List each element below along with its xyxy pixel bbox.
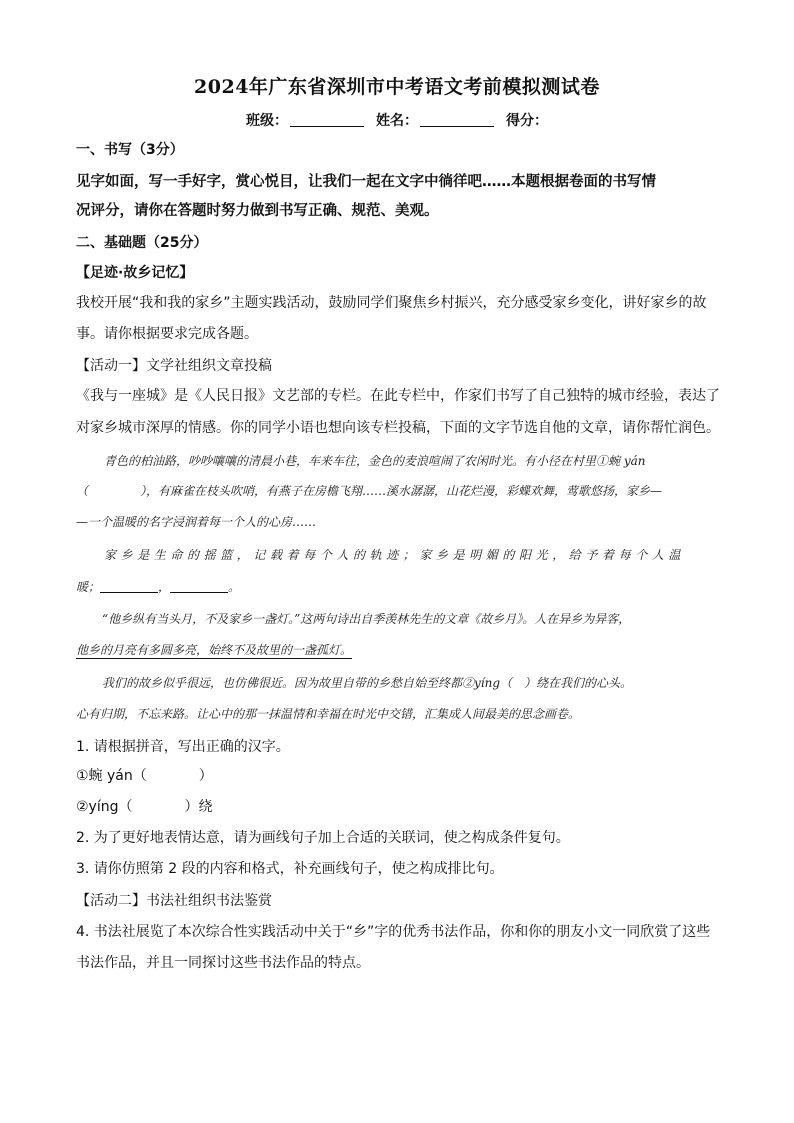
section1-text-line1: 见字如面，写一手好字，赏心悦目，让我们一起在文字中徜徉吧……本题根据卷面的书写情 [76,174,656,190]
passage-p2-line1: 家乡是生命的摇篮，记载着每个人的轨迹；家乡是明媚的阳光，给予着每个人温 [104,548,686,562]
intro-line1: 我校开展“我和我的家乡”主题实践活动，鼓励同学们聚焦乡村振兴，充分感受家乡变化，讲好家乡的故 [76,295,707,311]
q1a-suffix: ） [198,768,213,784]
q1a-prefix: ①蜿 yán（ [76,768,147,784]
score-label: 得分： [506,113,548,129]
activity2-label: 【活动二】书法社组织书法鉴赏 [76,893,272,909]
passage-p4-line1: 我们的故乡似乎很远，也仿佛很近。因为故里自带的乡愁自始至终都②yíng（ ）绕在我们的心头。 [102,676,633,690]
activity1-label: 【活动一】文学社组织文章投稿 [76,358,272,374]
question-1a [76,766,726,786]
section1-text-line2: 况评分，请你在答题时努力做到书写正确、规范、美观。 [76,203,439,219]
section2-heading: 二、基础题（25分） [76,235,208,251]
activity1-desc-line1: 《我与一座城》是《人民日报》文艺部的专栏。在此专栏中，作家们书写了自己独特的城市经验，表达了 [76,388,720,404]
q1b-prefix: ②yíng（ [76,799,133,815]
question-4-line1: 4. 书法社展览了本次综合性实践活动中关于“乡”字的优秀书法作品，你和你的朋友小文一同欣赏了这些 [76,924,711,940]
question-1b [76,797,726,817]
class-label: 班级： [246,113,288,129]
passage-p2-line2 [76,577,726,597]
name-blank[interactable] [420,112,494,127]
passage-p1-line2 [76,481,726,501]
section2-subheading: 【足迹·故乡记忆】 [76,265,194,281]
passage-p3-line1: “他乡纵有当头月，不及家乡一盏灯。”这两句诗出自季羡林先生的文章《故乡月》。人在异乡为异客， [102,612,631,626]
passage-p1-line3: —一个温暖的名字浸润着每一个人的心房…… [76,515,317,529]
section1-heading: 一、书写（3分） [76,142,184,158]
q1b-suffix: ）绕 [184,799,213,815]
passage-p1-line1: 青色的柏油路，吵吵嚷嚷的清晨小巷，车来车往，金色的麦浪喧闹了农闲时光。有小径在村里①蜿 yán [104,454,646,468]
activity1-desc-line2: 对家乡城市深厚的情感。你的同学小语也想向该专栏投稿，下面的文字节选自他的文章，请你帮忙润色。 [76,420,720,436]
question-2: 2. 为了更好地表情达意，请为画线句子加上合适的关联词，使之构成条件复句。 [76,830,570,846]
intro-line2: 事。请你根据要求完成各题。 [76,326,258,342]
question-1: 1. 请根据拼音，写出正确的汉字。 [76,739,290,755]
question-3: 3. 请你仿照第 2 段的内容和格式，补充画线句子，使之构成排比句。 [76,861,504,877]
paren-open: （ [76,484,89,498]
answer-blank-2[interactable] [100,580,158,593]
answer-blank-3[interactable] [170,580,228,593]
student-info-line [0,110,794,130]
period: 。 [228,580,241,594]
question-4-line2: 书法作品，并且一同探讨这些书法作品的特点。 [76,955,370,971]
underlined-sentence: 他乡的月亮有多圆多亮，始终不及故里的一盏孤灯。 [76,643,353,657]
class-blank[interactable] [290,112,364,127]
page-title: 2024年广东省深圳市中考语文考前模拟测试卷 [194,76,600,98]
passage-p1-line2-text: ），有麻雀在枝头吹哨，有燕子在房檐飞翔……溪水潺潺，山花烂漫，彩蝶欢舞，莺歌悠扬，家乡— [140,484,663,498]
passage-p2-line2-start: 暖； [76,580,101,594]
comma: ， [158,580,171,594]
passage-p3-line2 [76,640,726,660]
name-label: 姓名： [376,113,418,129]
passage-p4-line2: 心有归期，不忘来路。让心中的那一抹温情和幸福在时光中交错，汇集成人间最美的思念画卷。 [76,707,581,721]
